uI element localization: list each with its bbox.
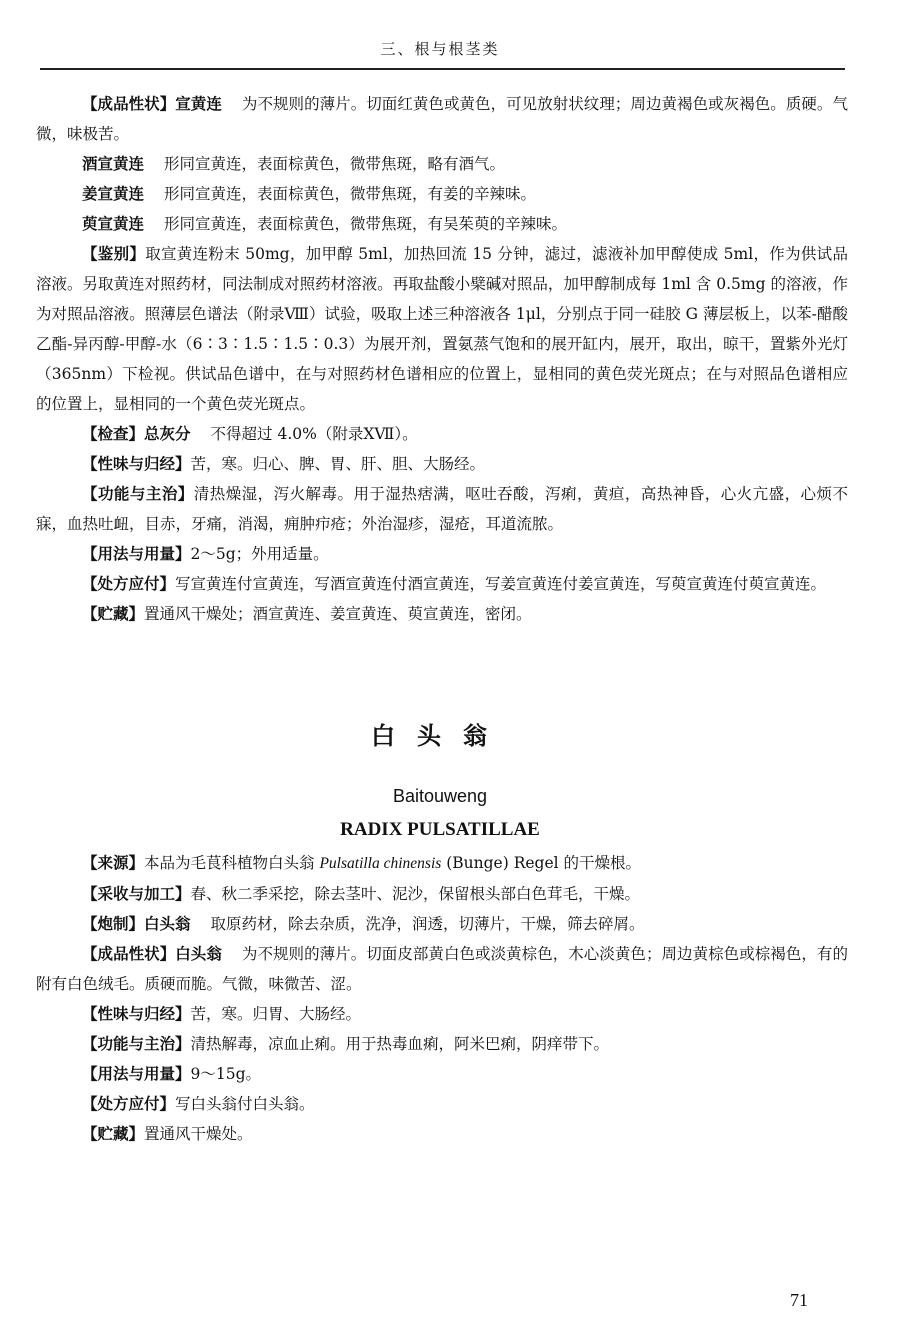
herb-name: 萸宣黄连 — [82, 215, 145, 233]
paragraph-text: 清热燥湿，泻火解毒。用于湿热痞满，呕吐吞酸，泻痢，黄疸，高热神昏，心火亢盛，心烦不寐，血热吐衄，目赤，牙痛，消渴，痈肿疖疮；外治湿疹，湿疮，耳道流脓。 — [36, 485, 848, 533]
paragraph-text: 为不规则的薄片。切面皮部黄白色或淡黄棕色，木心淡黄色；周边黄棕色或棕褐色，有的附有白色绒毛。质硬而脆。气微，味微苦、涩。 — [36, 945, 848, 993]
field-tag: 【鉴别】 — [82, 245, 146, 263]
field-tag: 【贮藏】 — [82, 1125, 145, 1143]
section-xuan-huanglian — [36, 89, 848, 629]
paragraph-text: 写白头翁付白头翁。 — [175, 1095, 315, 1113]
paragraph-source — [36, 848, 848, 879]
field-tag: 【用法与用量】 — [82, 1065, 191, 1083]
paragraph-text: 置通风干燥处；酒宣黄连、姜宣黄连、萸宣黄连，密闭。 — [144, 605, 532, 623]
paragraph-storage — [36, 599, 848, 629]
paragraph-identification — [36, 239, 848, 419]
species-name: Pulsatilla chinensis — [319, 855, 442, 872]
paragraph-processing — [36, 909, 848, 939]
running-header: 三、根与根茎类 — [380, 40, 500, 58]
paragraph-text: 置通风干燥处。 — [144, 1125, 253, 1143]
herb-name: 姜宣黄连 — [82, 185, 145, 203]
paragraph-ginger-variant — [36, 179, 848, 209]
paragraph-storage — [36, 1119, 848, 1149]
monograph-title: 白头翁 — [371, 722, 509, 750]
field-tag: 【处方应付】 — [82, 575, 176, 593]
paragraph-text: 为不规则的薄片。切面红黄色或黄色，可见放射状纹理；周边黄褐色或灰褐色。质硬。气微，味极苦。 — [36, 95, 848, 143]
field-tag: 【处方应付】 — [82, 1095, 176, 1113]
field-tag: 【性味与归经】 — [82, 455, 191, 473]
field-tag: 【功能与主治】 — [82, 485, 194, 503]
paragraph-text: 春、秋二季采挖，除去茎叶、泥沙，保留根头部白色茸毛，干燥。 — [190, 885, 641, 903]
paragraph-dosage — [36, 539, 848, 569]
field-tag: 【炮制】 — [82, 915, 145, 933]
field-tag: 【用法与用量】 — [82, 545, 191, 563]
paragraph-text: 取原药材，除去杂质，洗净，润透，切薄片，干燥，筛去碎屑。 — [210, 915, 645, 933]
paragraph-text: 本品为毛茛科植物白头翁 — [144, 854, 320, 872]
paragraph-harvest — [36, 879, 848, 909]
field-tag: 【来源】 — [82, 854, 145, 872]
paragraph-prescription — [36, 569, 848, 599]
field-tag: 【功能与主治】 — [82, 1035, 191, 1053]
herb-name: 宣黄连 — [175, 95, 222, 113]
field-tag: 【性味与归经】 — [82, 1005, 191, 1023]
paragraph-dosage — [36, 1059, 848, 1089]
paragraph-text: 形同宣黄连，表面棕黄色，微带焦斑，有吴茱萸的辛辣味。 — [164, 215, 568, 233]
paragraph-functions — [36, 1029, 848, 1059]
paragraph-inspection — [36, 419, 848, 449]
paragraph-text: 取宣黄连粉末 50mg，加甲醇 5ml，加热回流 15 分钟，滤过，滤液补加甲醇使成 5ml，作为供试品溶液。另取黄连对照药材，同法制成对照药材溶液。再取盐酸小檗碱对照品，加甲醇制成每 1ml 含 0.5mg 的溶液，作为对照品溶液。照薄层色谱法（附录Ⅷ）试验，吸取上述三种溶液各 1μl，分别点于同一硅胶 G 薄层板上，以苯-醋酸乙酯-异丙醇-甲醇-水（6∶3∶1.5∶1.5∶0.3）为展开剂，置氨蒸气饱和的展开缸内，展开，取出，晾干，置紫外光灯（365nm）下检视。供试品色谱中，在与对照药材色谱相应的位置上，显相同的黄色荧光斑点；在与对照品色谱相应的位置上，显相同的一个黄色荧光斑点。 — [36, 245, 848, 413]
paragraph-wine-variant — [36, 149, 848, 179]
paragraph-text: 苦，寒。归胃、大肠经。 — [190, 1005, 362, 1023]
paragraph-text: 写宣黄连付宣黄连，写酒宣黄连付酒宣黄连，写姜宣黄连付姜宣黄连，写萸宣黄连付萸宣黄连。 — [175, 575, 827, 593]
paragraph-text: 形同宣黄连，表面棕黄色，微带焦斑，略有酒气。 — [164, 155, 506, 173]
header-rule — [40, 68, 845, 70]
paragraph-text: 2～5g；外用适量。 — [190, 545, 329, 563]
paragraph-functions — [36, 479, 848, 539]
herb-name: 酒宣黄连 — [82, 155, 145, 173]
paragraph-nature-meridian — [36, 449, 848, 479]
paragraph-evodia-variant — [36, 209, 848, 239]
section-baitouweng — [36, 848, 848, 1149]
herb-name: 白头翁 — [175, 945, 222, 963]
paragraph-text: (Bunge) Regel 的干燥根。 — [441, 854, 642, 872]
field-tag: 【成品性状】 — [82, 95, 176, 113]
monograph-latin-name: RADIX PULSATILLAE — [340, 819, 540, 840]
paragraph-text: 9～15g。 — [190, 1065, 262, 1083]
field-tag: 【检查】 — [82, 425, 145, 443]
page-number: 71 — [790, 1290, 808, 1310]
herb-name: 白头翁 — [144, 915, 191, 933]
paragraph-text: 不得超过 4.0%（附录ⅩⅦ）。 — [210, 425, 418, 443]
paragraph-nature-meridian — [36, 999, 848, 1029]
paragraph-text: 苦，寒。归心、脾、胃、肝、胆、大肠经。 — [190, 455, 486, 473]
field-tag: 【贮藏】 — [82, 605, 145, 623]
paragraph-text: 清热解毒，凉血止痢。用于热毒血痢，阿米巴痢，阴痒带下。 — [190, 1035, 610, 1053]
test-name: 总灰分 — [144, 425, 191, 443]
field-tag: 【采收与加工】 — [82, 885, 191, 903]
paragraph-product-traits — [36, 939, 848, 999]
paragraph-prescription — [36, 1089, 848, 1119]
monograph-pinyin: Baitouweng — [392, 786, 488, 806]
field-tag: 【成品性状】 — [82, 945, 176, 963]
paragraph-product-traits — [36, 89, 848, 149]
paragraph-text: 形同宣黄连，表面棕黄色，微带焦斑，有姜的辛辣味。 — [164, 185, 537, 203]
